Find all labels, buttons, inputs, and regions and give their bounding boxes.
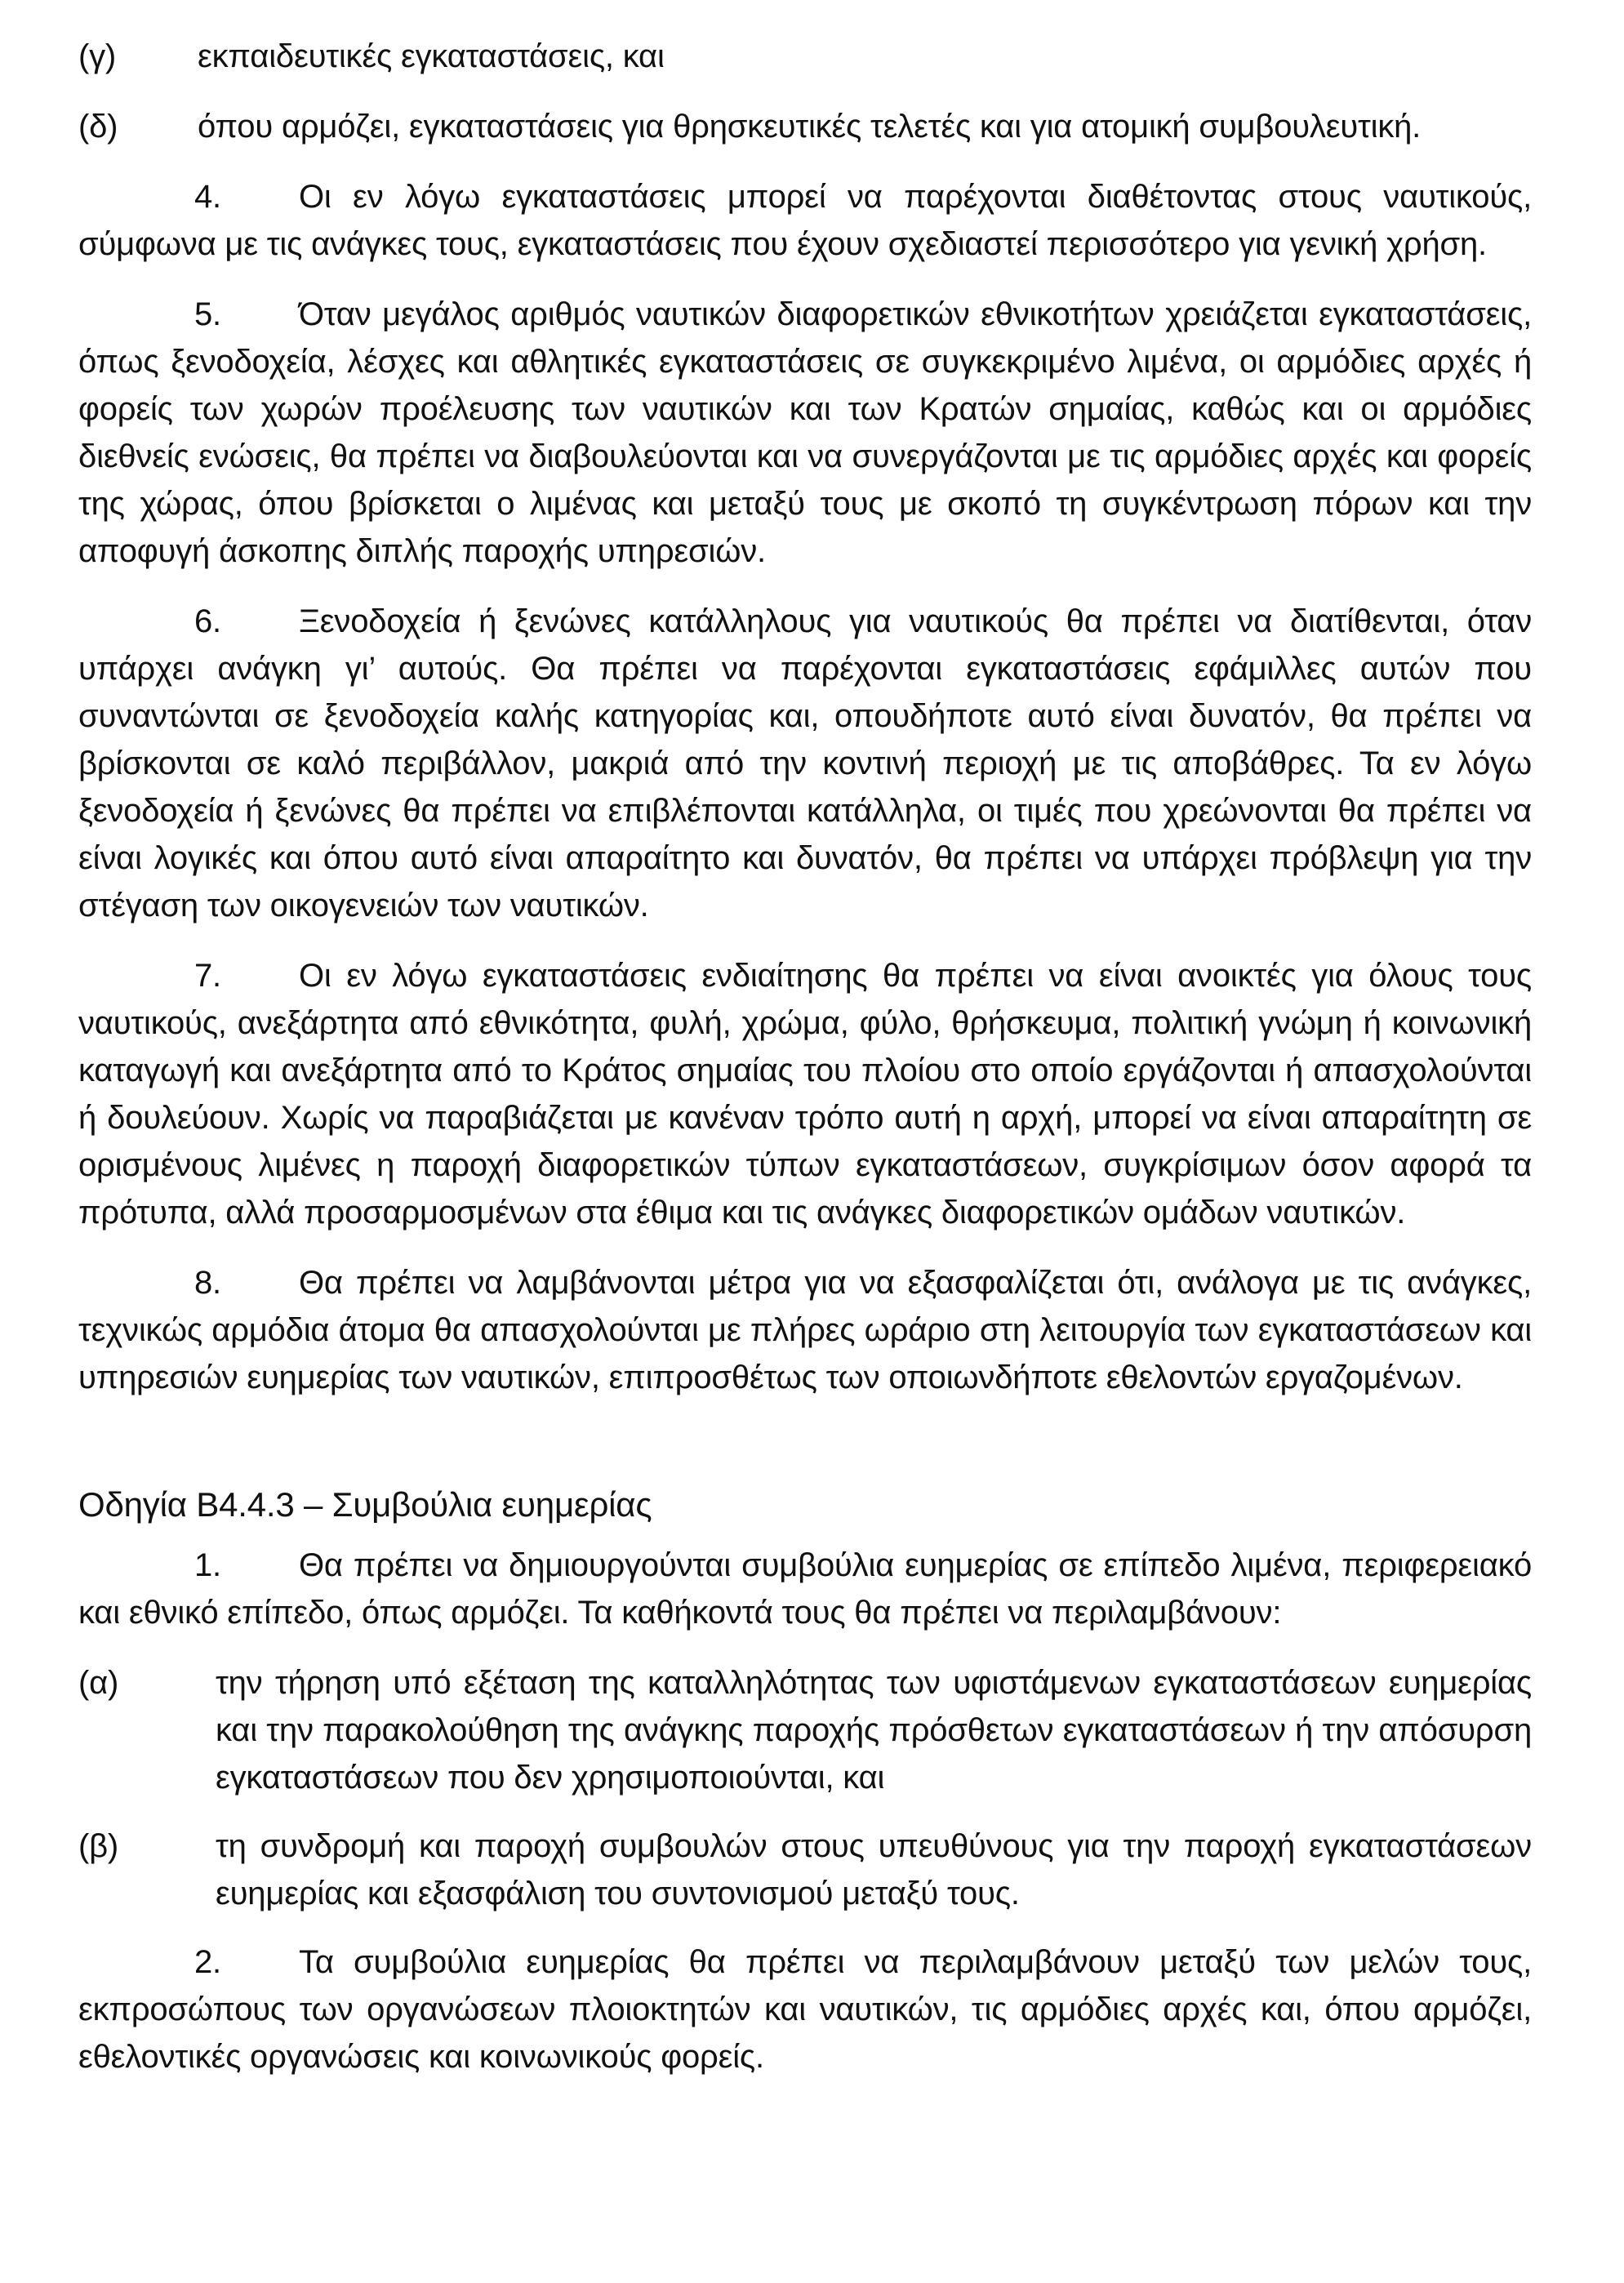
section-body xyxy=(78,1542,1532,2081)
list-marker: (γ) xyxy=(78,38,117,74)
list-item-alpha xyxy=(78,1659,1532,1801)
paragraph-5 xyxy=(78,291,1532,575)
list-item-text: την τήρηση υπό εξέταση της καταλληλότητας των υφιστάμενων εγκαταστάσεων ευημερίας και την παρακολούθηση της ανάγκης παροχής πρόσθετων εγκαταστάσεων ή την απόσυρση εγκαταστάσεων που δεν χρησιμοποιούνται, και xyxy=(216,1665,1532,1796)
paragraph-text: Όταν μεγάλος αριθμός ναυτικών διαφορετικών εθνικοτήτων χρειάζεται εγκαταστάσεις, όπως ξενοδοχεία, λέσχες και αθλητικές εγκαταστάσεις σε συγκεκριμένο λιμένα, οι αρμόδιες αρχές ή φορείς των χωρών προέλευσης των ναυτικών και των Κρατών σημαίας, καθώς και οι αρμόδιες διεθνείς ενώσεις, θα πρέπει να διαβουλεύονται και να συνεργάζονται με τις αρμόδιες αρχές και φορείς της χώρας, όπου βρίσκεται ο λιμένας και μεταξύ τους με σκοπό τη συγκέντρωση πόρων και την αποφυγή άσκοπης διπλής παροχής υπηρεσιών. xyxy=(78,296,1532,569)
paragraph-6 xyxy=(78,598,1532,929)
list-item-delta xyxy=(78,103,1532,150)
paragraph-number: 6. xyxy=(194,603,221,639)
section-heading: Οδηγία Β4.4.3 – Συμβούλια ευημερίας xyxy=(78,1485,652,1524)
paragraph-text: Οι εν λόγω εγκαταστάσεις ενδιαίτησης θα πρέπει να είναι ανοικτές για όλους τους ναυτικούς, ανεξάρτητα από εθνικότητα, φυλή, χρώμα, φύλο, θρήσκευμα, πολιτική γνώμη ή κοινωνική καταγωγή και ανεξάρτητα από το Κράτος σημαίας του πλοίου στο οποίο εργάζονται ή απασχολούνται ή δουλεύουν. Χωρίς να παραβιάζεται με κανέναν τρόπο αυτή η αρχή, μπορεί να είναι απαραίτητη σε ορισμένους λιμένες η παροχή διαφορετικών τύπων εγκαταστάσεων, συγκρίσιμων όσον αφορά τα πρότυπα, αλλά προσαρμοσμένων στα έθιμα και τις ανάγκες διαφορετικών ομάδων ναυτικών. xyxy=(78,958,1532,1231)
paragraph-number: 8. xyxy=(194,1265,221,1301)
paragraph-number: 1. xyxy=(194,1547,221,1583)
paragraph-4 xyxy=(78,173,1532,268)
section-paragraph-1 xyxy=(78,1542,1532,1636)
list-marker: (δ) xyxy=(78,109,118,145)
paragraph-text: Θα πρέπει να δημιουργούνται συμβούλια ευημερίας σε επίπεδο λιμένα, περιφερειακό και εθνικό επίπεδο, όπως αρμόζει. Τα καθήκοντά τους θα πρέπει να περιλαμβάνουν: xyxy=(78,1547,1532,1631)
paragraph-text: Τα συμβούλια ευημερίας θα πρέπει να περιλαμβάνουν μεταξύ των μελών τους, εκπροσώπους των οργανώσεων πλοιοκτητών και ναυτικών, τις αρμόδιες αρχές και, όπου αρμόζει, εθελοντικές οργανώσεις και κοινωνικούς φορείς. xyxy=(78,1944,1532,2075)
paragraph-8 xyxy=(78,1259,1532,1401)
list-item-text: εκπαιδευτικές εγκαταστάσεις, και xyxy=(198,38,665,74)
document-page xyxy=(78,33,1532,2103)
section-paragraph-2 xyxy=(78,1938,1532,2081)
paragraph-text: Θα πρέπει να λαμβάνονται μέτρα για να εξασφαλίζεται ότι, ανάλογα με τις ανάγκες, τεχνικώς αρμόδια άτομα θα απασχολούνται με πλήρες ωράριο στη λειτουργία των εγκαταστάσεων και υπηρεσιών ευημερίας των ναυτικών, επιπροσθέτως των οποιωνδήποτε εθελοντών εργαζομένων. xyxy=(78,1265,1532,1395)
paragraph-7 xyxy=(78,952,1532,1236)
list-marker: (β) xyxy=(78,1828,119,1864)
list-item-gamma xyxy=(78,33,1532,80)
list-item-text: τη συνδρομή και παροχή συμβουλών στους υπευθύνους για την παροχή εγκαταστάσεων ευημερίας και εξασφάλιση του συντονισμού μεταξύ τους. xyxy=(216,1828,1532,1911)
paragraph-number: 2. xyxy=(194,1944,221,1980)
paragraph-text: Οι εν λόγω εγκαταστάσεις μπορεί να παρέχονται διαθέτοντας στους ναυτικούς, σύμφωνα με τις ανάγκες τους, εγκαταστάσεις που έχουν σχεδιαστεί περισσότερο για γενική χρήση. xyxy=(78,179,1532,262)
list-item-text: όπου αρμόζει, εγκαταστάσεις για θρησκευτικές τελετές και για ατομική συμβουλευτική. xyxy=(198,109,1422,145)
list-item-beta xyxy=(78,1822,1532,1917)
paragraph-number: 4. xyxy=(194,179,221,215)
paragraph-text: Ξενοδοχεία ή ξενώνες κατάλληλους για ναυτικούς θα πρέπει να διατίθενται, όταν υπάρχει ανάγκη γι’ αυτούς. Θα πρέπει να παρέχονται εγκαταστάσεις εφάμιλλες αυτών που συναντώνται σε ξενοδοχεία καλής κατηγορίας και, οπουδήποτε αυτό είναι δυνατόν, θα πρέπει να βρίσκονται σε καλό περιβάλλον, μακριά από την κοντινή περιοχή με τις αποβάθρες. Τα εν λόγω ξενοδοχεία ή ξενώνες θα πρέπει να επιβλέπονται κατάλληλα, οι τιμές που χρεώνονται θα πρέπει να είναι λογικές και όπου αυτό είναι απαραίτητο και δυνατόν, θα πρέπει να υπάρχει πρόβλεψη για την στέγαση των οικογενειών των ναυτικών. xyxy=(78,603,1532,923)
paragraph-number: 5. xyxy=(194,296,221,332)
paragraph-number: 7. xyxy=(194,958,221,994)
list-marker: (α) xyxy=(78,1665,119,1701)
